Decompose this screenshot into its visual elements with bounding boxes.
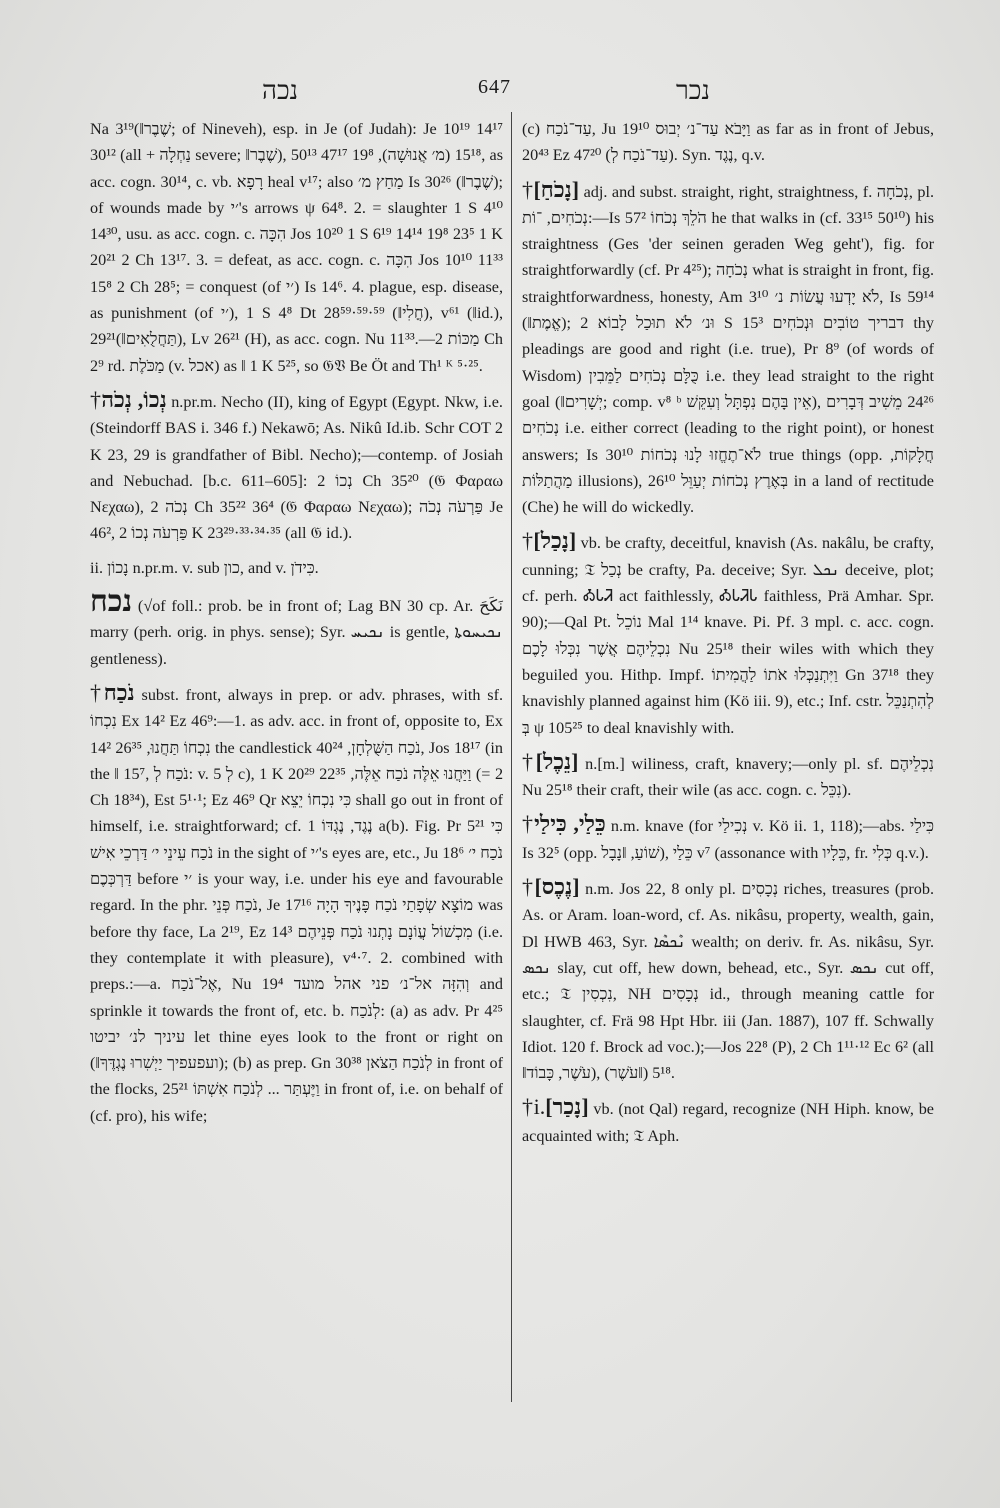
dagger-mark: †i. — [522, 1094, 546, 1120]
root-headword: נכח — [90, 585, 133, 619]
entry-nakoah — [522, 177, 934, 521]
entry-nakal-verb — [522, 528, 934, 740]
entry-body: vb. be crafty, deceitful, knavish (As. nakâlu, be crafty, cunning; 𝔗 נְכַל be crafty, Pa. deceive; Syr. ܢܟܠ deceive, plot; cf. perh. ᎣᏓᏘ act faithlessly, ᎣᏓᏘᏓ faithless, Prä Amhar. Spr. 90);—Qal Pt. נוֹכֵל Mal 1¹⁴ knave. Pi. Pf. 3 mpl. c. acc. cogn. נִכְלֵיהֶם אֲשֶׁר נִכְּלוּ לָכֶם Nu 25¹⁸ their wiles with which they beguiled you. Hithp. Impf. וַיִּתְנַכְּלוּ אֹתוֹ לַהֲמִיתוֹ Gn 37¹⁸ they knavishly planned against him (Kö iii. 9), etc.; Inf. cstr. לְהִתְנַכֵּל בְּ ψ 105²⁵ to deal knavishly with. — [522, 534, 935, 737]
continued-paragraph: (c) עַד־נֹכַח, Ju 19¹⁰ וַיָּבֹא עַד־נ׳ יְבוּס as far as in front of Jebus, 20⁴³ Ez 47²⁰ (עַד־נֹכַח לְ). Syn. נֶגֶד, q.v. — [522, 120, 934, 165]
entry-body: n.pr.m. Necho (II), king of Egypt (Egypt. Nkw, i.e. (Steindorff BAS i. 346 f.) Nekawō; As. Nikû Id.ib. Schr COT 2 K 23, 29 is grandfather of Bibl. Necho);—contemp. of Josiah and Nebuchad. [b.c. 611–605]: נְכוֹ 2 Ch 35²⁰ (𝔊 Φαραω Νεχαω), נְכֹה 2 Ch 35²² 36⁴ (𝔊 Φαραω Νεχαω); פַּרְעֹה נְכֹה Je 46², פַּרְעֹה נְכוֹ 2 K 23²⁹·³³·³⁴·³⁵ (all 𝔊 id.). — [90, 392, 504, 543]
entry-nakon — [90, 555, 503, 581]
dagger-mark: † — [90, 386, 102, 412]
entry-headword: [נֵכֶל] — [535, 748, 579, 774]
entry-headword: כֵּלַי, כִּילַי — [534, 811, 606, 837]
entry-headword: [נָכַר] — [545, 1094, 589, 1120]
entry-nokah — [90, 680, 503, 1129]
continued-paragraph: Na 3¹⁹(‖שֶׁבֶר; of Nineveh), esp. in Je (of Judah): Je 10¹⁹ 14¹⁷ 30¹² (all + נַחְלָה severe; ‖שֶׁבֶר), 15¹⁸ (מ׳ אֲנוּשָׁה), 19⁸ 47¹⁷ 50¹³, as acc. cogn. 30¹⁴, c. vb. רָפָא heal v¹⁷; also מַחַץ מ׳ Is 30²⁶ (‖שֶׁבֶר); of wounds made by ׳י's arrows ψ 64⁸. 2. = slaughter 1 S 4¹⁰ 14³⁰, usu. as acc. cogn. c. הִכָּה Jos 10²⁰ 1 S 6¹⁹ 14¹⁴ 19⁸ 23⁵ 1 K 20²¹ 2 Ch 13¹⁷. 3. = defeat, as acc. cogn. c. הִכָּה Jos 10¹⁰ 11³³ 15⁸ 2 Ch 28⁵; = conquest (of ׳י) Is 14⁶. 4. plague, esp. disease, as punishment (of ׳י), 1 S 4⁸ Dt 28⁵⁹·⁵⁹·⁵⁹ (‖חֳלִי), v⁶¹ (‖id.), 29²¹(‖תַּחֲלֻאִים), Lv 26²¹ (H), as acc. cogn. Nu 11³³.—מַכּוֹת 2 Ch 2⁹ rd. מַכֹּלֶת (v. אכל) as ‖ 1 K 5²⁵, so 𝔊𝔙 Be Öt and Th¹ ᴷ ⁵·²⁵. — [90, 120, 504, 375]
entry-body: (√of foll.: prob. be in front of; Lag BN 30 cp. Ar. نَكَحَ marry (perh. orig. in phys. sense); Syr. ܢܟܝܚ is gentle, ܢܟܝܚܘܬܐ gentleness). — [90, 597, 503, 668]
entry-body: subst. front, always in prep. or adv. phrases, with sf. נִכְחוֹ Ex 14² Ez 46⁹:—1. as adv. acc. in front of, opposite to, Ex 14² נִכְחוֹ תַּחֲנוּ, 26³⁵ the candlestick נֹכַח הַשֻּׁלְחָן, 40²⁴, Jos 18¹⁷ (in the ‖ 15⁷, נֹכַח לְ: v. לְ 5 c), 1 K 20²⁹ וַיַּחֲנוּ אֵלֶּה נֹכַח אֵלֶּה, 22³⁵ (= 2 Ch 18³⁴), Est 5¹·¹; Ez 46⁹ Qr כִּי נִכְחוֹ יֵצֵא shall go out in front of himself, i.e. straightforward; cf. נֶגֶד, נֶגְדּוֹ 1 a(b). Fig. Pr 5²¹ כִּי נֹכַח עֵינֵי י׳ דַּרְכֵי אִישׁ in the sight of ׳י's eyes are, etc., Ju 18⁶ נֹכַח י׳ דַּרְכְּכֶם before ׳י is your way, i.e. under his eye and favourable regard. In the phr. נֹכַח פְּנֵי, Je 17¹⁶ מוֹצָא שְׂפָתַי נֹכַח פָּנֶיךָ הָיָה was before thy face, La 2¹⁹, Ez 14³ מִכְשׁוֹל עֲוֹנָם נָתְנוּ נֹכַח פְּנֵיהֶם (i.e. they contemplate it with pleasure), v⁴·⁷. 2. combined with preps.:—a. אֶל־נֹכַח, Nu 19⁴ וְהִזָּה אל־נ׳ פני אהל מועד and sprinkle it towards the front of, etc. b. לְנֹכַח: (a) as adv. Pr 4²⁵ עיניך לנ׳ יביטו let thine eyes look to the front or right on (‖ועפעפיך יַיְשִׁרוּ נֶגְדֶּךָ); (b) as prep. Gn 30³⁸ לְנֹכַח הַצֹּאן in front of the flocks, 25²¹ וַיֶּעְתַּר ... לְנֹכַח אִשְׁתּוֹ in front of, i.e. on behalf of (cf. pro), his wife; — [90, 685, 504, 1125]
dagger-mark: † — [90, 679, 104, 705]
dagger-mark: † — [522, 874, 535, 900]
entry-nakar — [522, 1094, 934, 1149]
dagger-mark: † — [522, 811, 535, 837]
header-left-word: נכה — [262, 76, 299, 105]
entry-headword: נְכוֹ, נְכֹה — [101, 386, 167, 412]
right-column — [522, 116, 934, 1149]
entry-kilay — [522, 811, 934, 866]
entry-necho — [90, 387, 503, 547]
dagger-mark: † — [522, 528, 534, 554]
entry-nekes — [522, 874, 934, 1086]
column-divider — [511, 112, 512, 1402]
page-header — [0, 70, 1000, 110]
entry-headword: [נָכַל] — [533, 528, 577, 554]
page-number: 647 — [478, 76, 511, 98]
entry-body: n.m. Jos 22, 8 only pl. נְכָסִים riches, treasures (prob. As. or Aram. loan-word, cf. As. nikâsu, property, wealth, gain, Dl HWB 463, Syr. ܢܶܟܣܶܐ wealth; on deriv. fr. As. nikâsu, Syr. ܢܟܣ slay, cut off, hew down, behead, etc., Syr. ܢܟܣ cut off, etc.; 𝔗 נִכְסִין, NH נְכָסִים id., through meaning cattle for slaughter, cf. Frä 98 Hpt Hbr. iii (Jan. 1887), 107 ff. Schwally Idiot. 120 f. Brock ad voc.);—Jos 22⁸ (P), 2 Ch 1¹¹·¹² Ec 6² (all ‖עֹשֶׁר, כָּבוֹד), 5¹⁸ (‖עֹשֶׁר). — [522, 880, 935, 1083]
left-column — [90, 116, 503, 1129]
entry-body: vb. (not Qal) regard, recognize (NH Hiph. know, be acquainted with; 𝔗 Aph. — [522, 1100, 934, 1145]
entry-body: n.m. knave (for נְכִילַי v. Kö ii. 1, 118);—abs. כִּילַי Is 32⁵ (opp. שׁוֹעַ, ‖נָבָל), כֵּלַי v⁷ (assonance with כֵּלָיו, fr. כְּלִי q.v.). — [522, 817, 934, 862]
dagger-mark: † — [522, 748, 536, 774]
dagger-mark: † — [522, 176, 534, 202]
entry-body: ii. נָכוֹן n.pr.m. v. sub כון, and v. כִּידֹן. — [90, 558, 319, 577]
entry-nekel — [522, 749, 934, 804]
entry-root-nkh — [90, 585, 503, 672]
entry-body: n.[m.] wiliness, craft, knavery;—only pl. sf. נִכְלֵיהֶם Nu 25¹⁸ their craft, their wile (as acc. cogn. c. נִכֵּל). — [522, 754, 934, 800]
entry-body: adj. and subst. straight, right, straightness, f. נְכֹחָה, pl. נְכֹחִים, ־וֹת:—Is 57² הֹלֵךְ נְכֹחוֹ he that walks in (cf. 33¹⁵ 50¹⁰) his straightness (Ges 'der seinen geraden Weg geht'), fig. for straightforwardly (cf. Pr 4²⁵); נְכֹחָה what is straight in front, fig. straightforwardness, honesty, Am 3¹⁰ לֹא יָדְעוּ עֲשׂוֹת נ׳, Is 59¹⁴ (‖אֱמֶת); וּנ׳ לֹא תוּכַל לָבוֹא 2 S 15³ דבריך טוֹבִים וּנְכֹחִים thy pleadings are good and right (i.e. true), Pr 8⁹ (of words of Wisdom) כֻּלָּם נְכֹחִים לַמֵּבִין i.e. they lead straight to the right goal (‖יְשָׁרִים; comp. v⁸ ᵇ אֵין בָּהֶם נִפְתָּל וְעִקֵּשׁ), 24²⁶ מֵשִׁיב דְּבָרִים נְכֹחִים i.e. either correct (leading to the right point), or honest answers; Is 30¹⁰ לֹא־תֶחֱזוּ לָנוּ נְכֹחוֹת true things (opp. חֲלָקוֹת, מַהֲתַלּוֹת illusions), 26¹⁰ בְּאֶרֶץ נְכֹחוֹת יְעַוֵּל in a land of rectitude (Che) he will do wickedly. — [522, 182, 935, 517]
entry-headword: נֹכַח — [103, 679, 135, 705]
header-right-word: נכר — [676, 76, 710, 105]
entry-headword: [נֶכֶס] — [534, 874, 580, 900]
entry-headword: [נָכֹחַ] — [533, 176, 580, 202]
